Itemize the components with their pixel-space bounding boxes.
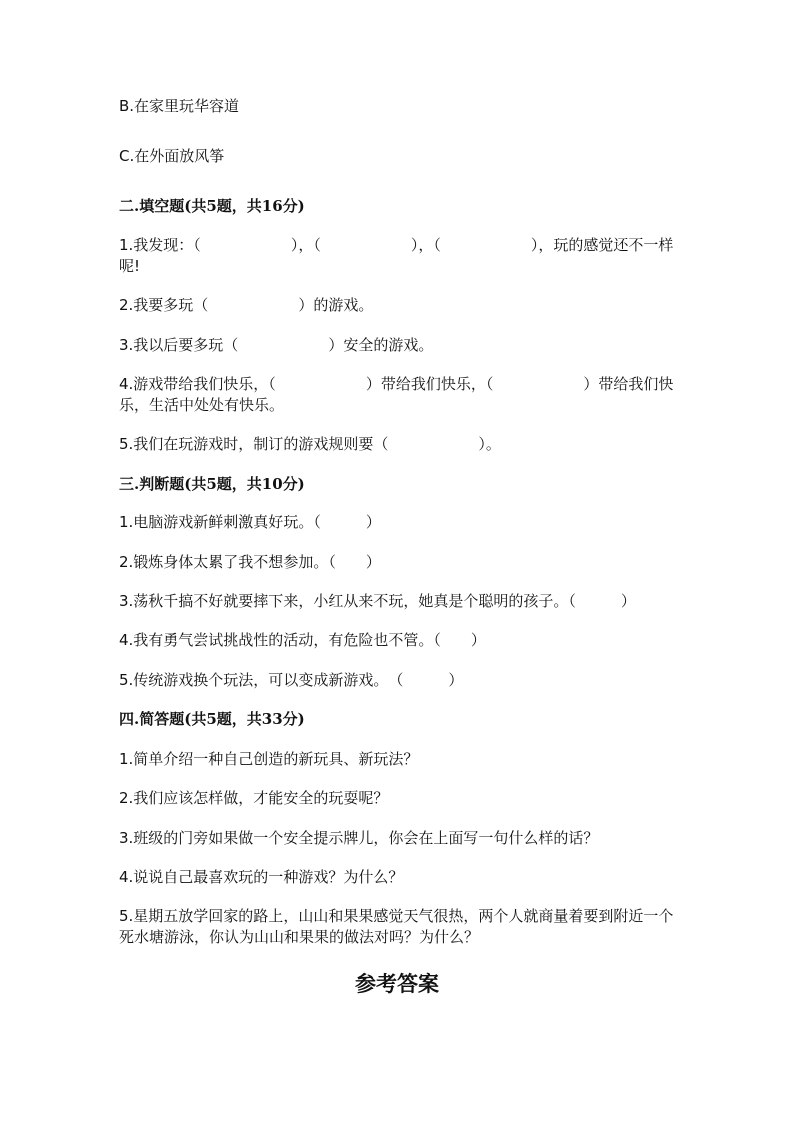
fill-blank-question-1: 1.我发现：（ ），（ ），（ ），玩的感觉还不一样呢! — [119, 236, 674, 275]
fill-blank-question-5: 5.我们在玩游戏时，制订的游戏规则要（ ）。 — [119, 435, 501, 453]
judge-question-1: 1.电脑游戏新鲜刺激真好玩。（ ） — [119, 513, 381, 531]
option-c: C.在外面放风筝 — [119, 147, 225, 165]
judge-question-5: 5.传统游戏换个玩法，可以变成新游戏。 （ ） — [119, 671, 464, 689]
section-heading-short-answer: 四.简答题(共5题，共33分) — [119, 710, 305, 728]
fill-blank-question-3: 3.我以后要多玩（ ）安全的游戏。 — [119, 336, 434, 354]
fill-blank-question-4: 4.游戏带给我们快乐，（ ）带给我们快乐，（ ）带给我们快乐，生活中处处有快乐。 — [119, 375, 674, 414]
fill-blank-question-2: 2.我要多玩（ ）的游戏。 — [119, 296, 374, 314]
short-answer-question-5: 5.星期五放学回家的路上，山山和果果感觉天气很热，两个人就商量着要到附近一个死水塘游泳，你认为山山和果果的做法对吗？为什么？ — [119, 907, 674, 946]
short-answer-question-2: 2.我们应该怎样做，才能安全的玩耍呢？ — [119, 789, 389, 807]
judge-question-4: 4.我有勇气尝试挑战性的活动，有危险也不管。（ ） — [119, 631, 486, 649]
judge-question-3: 3.荡秋千搞不好就要摔下来，小红从来不玩，她真是个聪明的孩子。（ ） — [119, 592, 636, 610]
short-answer-question-4: 4.说说自己最喜欢玩的一种游戏？为什么？ — [119, 868, 404, 886]
judge-question-2: 2.锻炼身体太累了我不想参加。（ ） — [119, 553, 381, 571]
section-heading-fill-blank: 二.填空题(共5题，共16分) — [119, 197, 305, 215]
short-answer-question-3: 3.班级的门旁如果做一个安全提示牌儿，你会在上面写一句什么样的话？ — [119, 829, 599, 847]
section-heading-judge: 三.判断题(共5题，共10分) — [119, 475, 305, 493]
short-answer-question-1: 1.简单介绍一种自己创造的新玩具、新玩法？ — [119, 750, 419, 768]
option-b: B.在家里玩华容道 — [119, 97, 240, 115]
answer-key-title: 参考答案 — [355, 971, 439, 996]
